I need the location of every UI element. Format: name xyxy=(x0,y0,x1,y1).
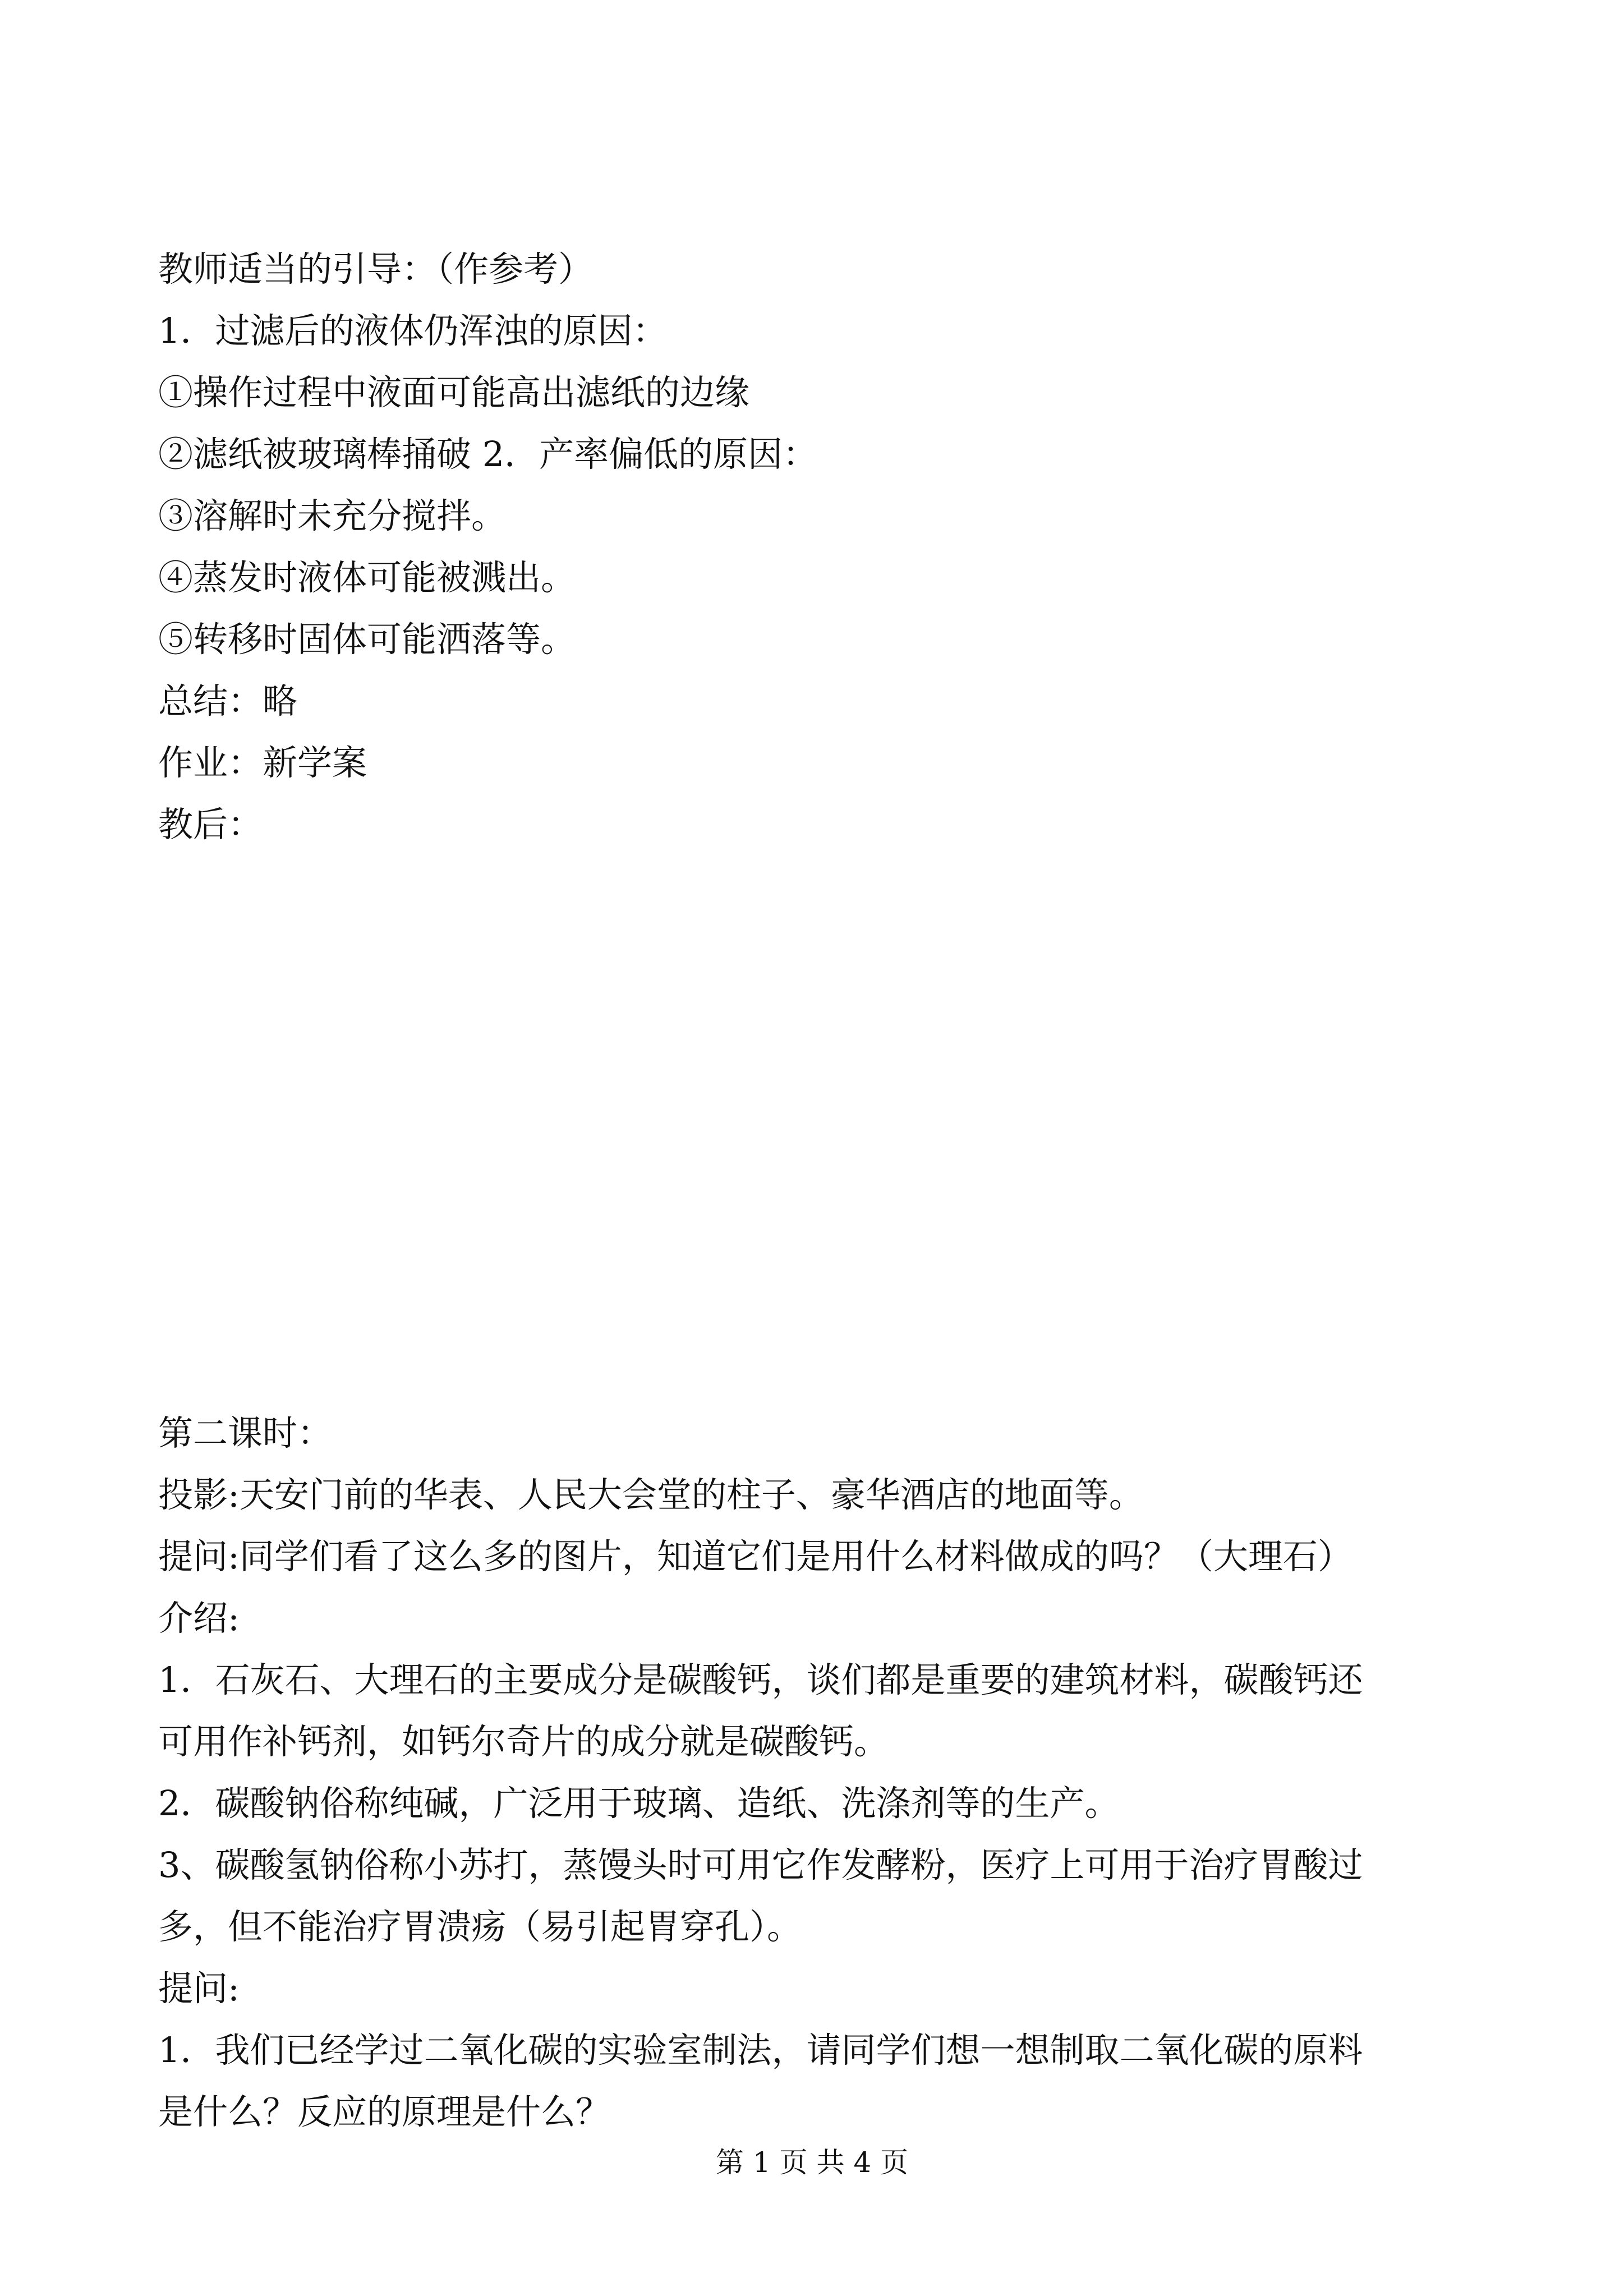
section-second-lesson xyxy=(158,1402,1493,2143)
text-line: ①操作过程中液面可能高出滤纸的边缘 xyxy=(158,372,750,413)
text-line: 介绍: xyxy=(158,1598,240,1639)
text-line: 是什么？反应的原理是什么？ xyxy=(158,2091,611,2132)
text-line: 提问:同学们看了这么多的图片，知道它们是用什么材料做成的吗？（大理石） xyxy=(158,1536,1352,1577)
text-line: 作业：新学案 xyxy=(158,742,367,783)
text-line: ②滤纸被玻璃棒捅破 2．产率偏低的原因： xyxy=(158,434,818,475)
text-line: 总结：略 xyxy=(158,680,298,721)
text-line: 多，但不能治疗胃溃疡（易引起胃穿孔）。 xyxy=(158,1906,802,1947)
page-number-footer: 第 1 页 共 4 页 xyxy=(715,2146,909,2179)
text-line: ⑤转移时固体可能洒落等。 xyxy=(158,619,576,660)
text-line: 1．我们已经学过二氧化碳的实验室制法，请同学们想一想制取二氧化碳的原料 xyxy=(158,2030,1363,2070)
text-line: 3、碳酸氢钠俗称小苏打，蒸馒头时可用它作发酵粉，医疗上可用于治疗胃酸过 xyxy=(158,1844,1363,1885)
text-line: 提问: xyxy=(158,1968,240,2009)
text-line: 1．石灰石、大理石的主要成分是碳酸钙，谈们都是重要的建筑材料，碳酸钙还 xyxy=(158,1659,1363,1700)
text-line: ③溶解时未充分搅拌。 xyxy=(158,495,507,536)
text-line: ④蒸发时液体可能被溅出。 xyxy=(158,557,576,598)
text-line: 教师适当的引导：（作参考） xyxy=(158,249,594,289)
text-line: 教后： xyxy=(158,804,263,845)
text-line: 投影:天安门前的华表、人民大会堂的柱子、豪华酒店的地面等。 xyxy=(158,1474,1144,1515)
section-filtration-guidance xyxy=(158,238,1493,855)
text-line: 2．碳酸钠俗称纯碱，广泛用于玻璃、造纸、洗涤剂等的生产。 xyxy=(158,1783,1120,1824)
text-line: 可用作补钙剂，如钙尔奇片的成分就是碳酸钙。 xyxy=(158,1721,889,1762)
text-line: 第二课时： xyxy=(158,1412,333,1453)
text-line: 1．过滤后的液体仍浑浊的原因： xyxy=(158,310,668,351)
